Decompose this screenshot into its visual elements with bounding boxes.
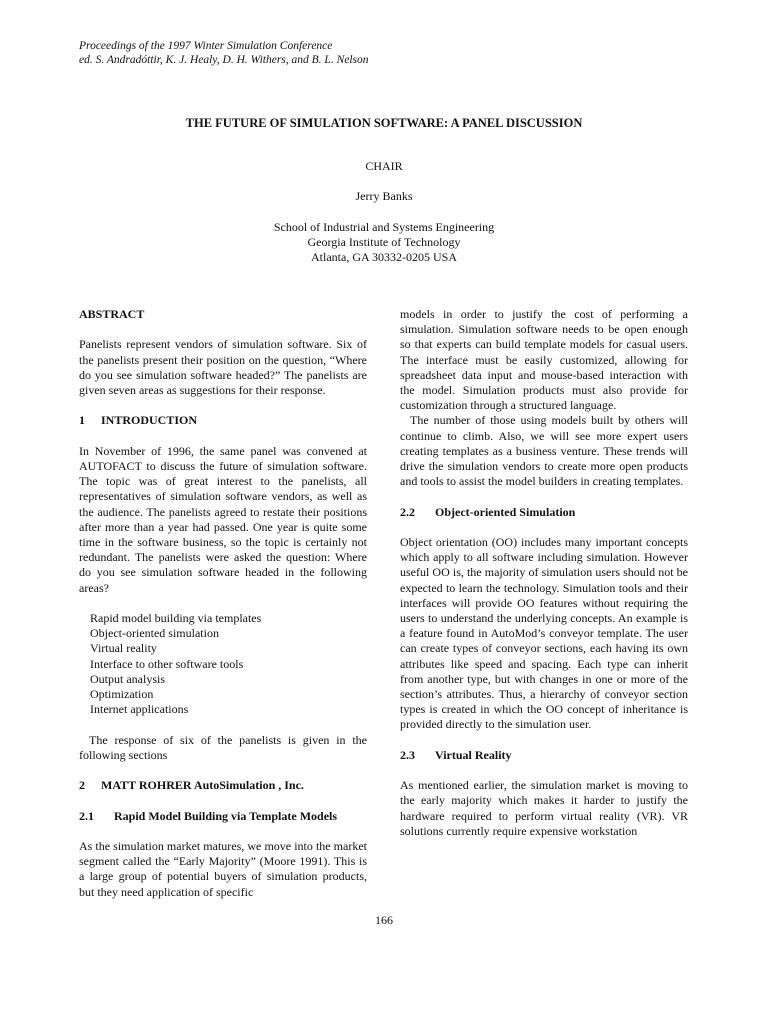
abstract-heading: ABSTRACT — [79, 307, 145, 321]
subsection-heading — [79, 809, 367, 824]
list-item: Optimization — [90, 687, 154, 702]
proceedings-line: Proceedings of the 1997 Winter Simulation Conference — [79, 40, 333, 52]
paragraph: As the simulation market matures, we move into the market segment called the “Early Majority” (Moore 1991). This is a large group of potential buyers of simulation products, but they need application of specific — [79, 838, 367, 899]
subsection-title: Virtual Reality — [435, 747, 512, 762]
paragraph: As mentioned earlier, the simulation market is moving to the early majority which makes it harder to justify the hardware required to perform virtual reality (VR). VR solutions currently require expensive workstation — [400, 778, 688, 838]
affiliation-line: Georgia Institute of Technology — [307, 235, 461, 249]
subsection-title: Object-oriented Simulation — [435, 504, 576, 519]
list-item: Interface to other software tools — [90, 656, 244, 671]
proceedings-header — [79, 39, 369, 67]
left-column — [79, 307, 367, 915]
editors-line: ed. S. Andradóttir, K. J. Healy, D. H. Withers, and B. L. Nelson — [79, 54, 369, 66]
areas-list — [79, 611, 367, 717]
page-number: 166 — [375, 913, 393, 927]
list-item: Internet applications — [90, 702, 189, 717]
section-heading — [79, 778, 367, 793]
list-item: Output analysis — [90, 671, 165, 686]
section-number: 2 — [79, 778, 85, 793]
section-number: 1 — [79, 413, 85, 428]
abstract-text: Panelists represent vendors of simulation software. Six of the panelists present their position on the question, “Where do you see simulation software headed?” The panelists are given seven areas as suggestions for their response. — [79, 337, 367, 397]
subsection-heading — [400, 505, 688, 520]
paragraph: Object orientation (OO) includes many important concepts which apply to all software including simulation. However useful OO is, the majority of simulation users should not be expected to learn the technology. Simulation tools and their interfaces will provide OO features without requiring the users to understand the underlying concepts. An example is a feature found in AutoMod’s conveyor template. The user can create types of conveyor sections, each having its own attributes like speed and spacing. Each type can inherit from another type, but with changes in one or more of the section’s attributes. Thus, a hierarchy of conveyor section types is created in which the OO concept of inheritance is provided directly to the simulation user. — [400, 535, 688, 732]
section-heading — [79, 413, 367, 428]
paragraph: In November of 1996, the same panel was convened at AUTOFACT to discuss the future of simulation software. The topic was of great interest to the panelists, all representatives of simulation software vendors, as well as the audience. The panelists agreed to restate their positions after more than a year had passed. One year is quite some time in the software business, so the topic is certainly not redundant. The panelists were asked the question: Where do you see simulation software headed in the following areas? — [79, 443, 367, 595]
subsection-number: 2.2 — [400, 504, 415, 519]
list-item: Object-oriented simulation — [90, 626, 219, 641]
section-title: MATT ROHRER AutoSimulation , Inc. — [101, 778, 304, 793]
list-item: Virtual reality — [90, 641, 157, 656]
paragraph: models in order to justify the cost of performing a simulation. Simulation software needs to be open enough so that experts can build template models for casual users. The interface must be easily customized, allowing for spreadsheet data input and mouse-based interaction with the model. Simulation products must also provide for customization through a structured language. — [400, 307, 688, 413]
section-title: INTRODUCTION — [101, 413, 198, 428]
subsection-heading — [400, 748, 688, 763]
chair-name: Jerry Banks — [355, 189, 413, 203]
affiliation-line: School of Industrial and Systems Engineering — [273, 220, 495, 234]
subsection-title: Rapid Model Building via Template Models — [114, 808, 338, 823]
chair-label: CHAIR — [365, 159, 403, 173]
subsection-number: 2.3 — [400, 747, 415, 762]
affiliation-line: Atlanta, GA 30332-0205 USA — [311, 250, 457, 264]
list-item: Rapid model building via templates — [90, 611, 262, 625]
paper-title: THE FUTURE OF SIMULATION SOFTWARE: A PANEL DISCUSSION — [185, 116, 583, 130]
subsection-number: 2.1 — [79, 808, 94, 823]
right-column — [400, 307, 688, 854]
paragraph: The number of those using models built by others will continue to climb. Also, we will see more expert users creating templates as a business venture. These trends will drive the simulation vendors to create more open products and tools to assist the model builders in creating templates. — [400, 413, 688, 489]
paragraph: The response of six of the panelists is given in the following sections — [79, 732, 367, 762]
